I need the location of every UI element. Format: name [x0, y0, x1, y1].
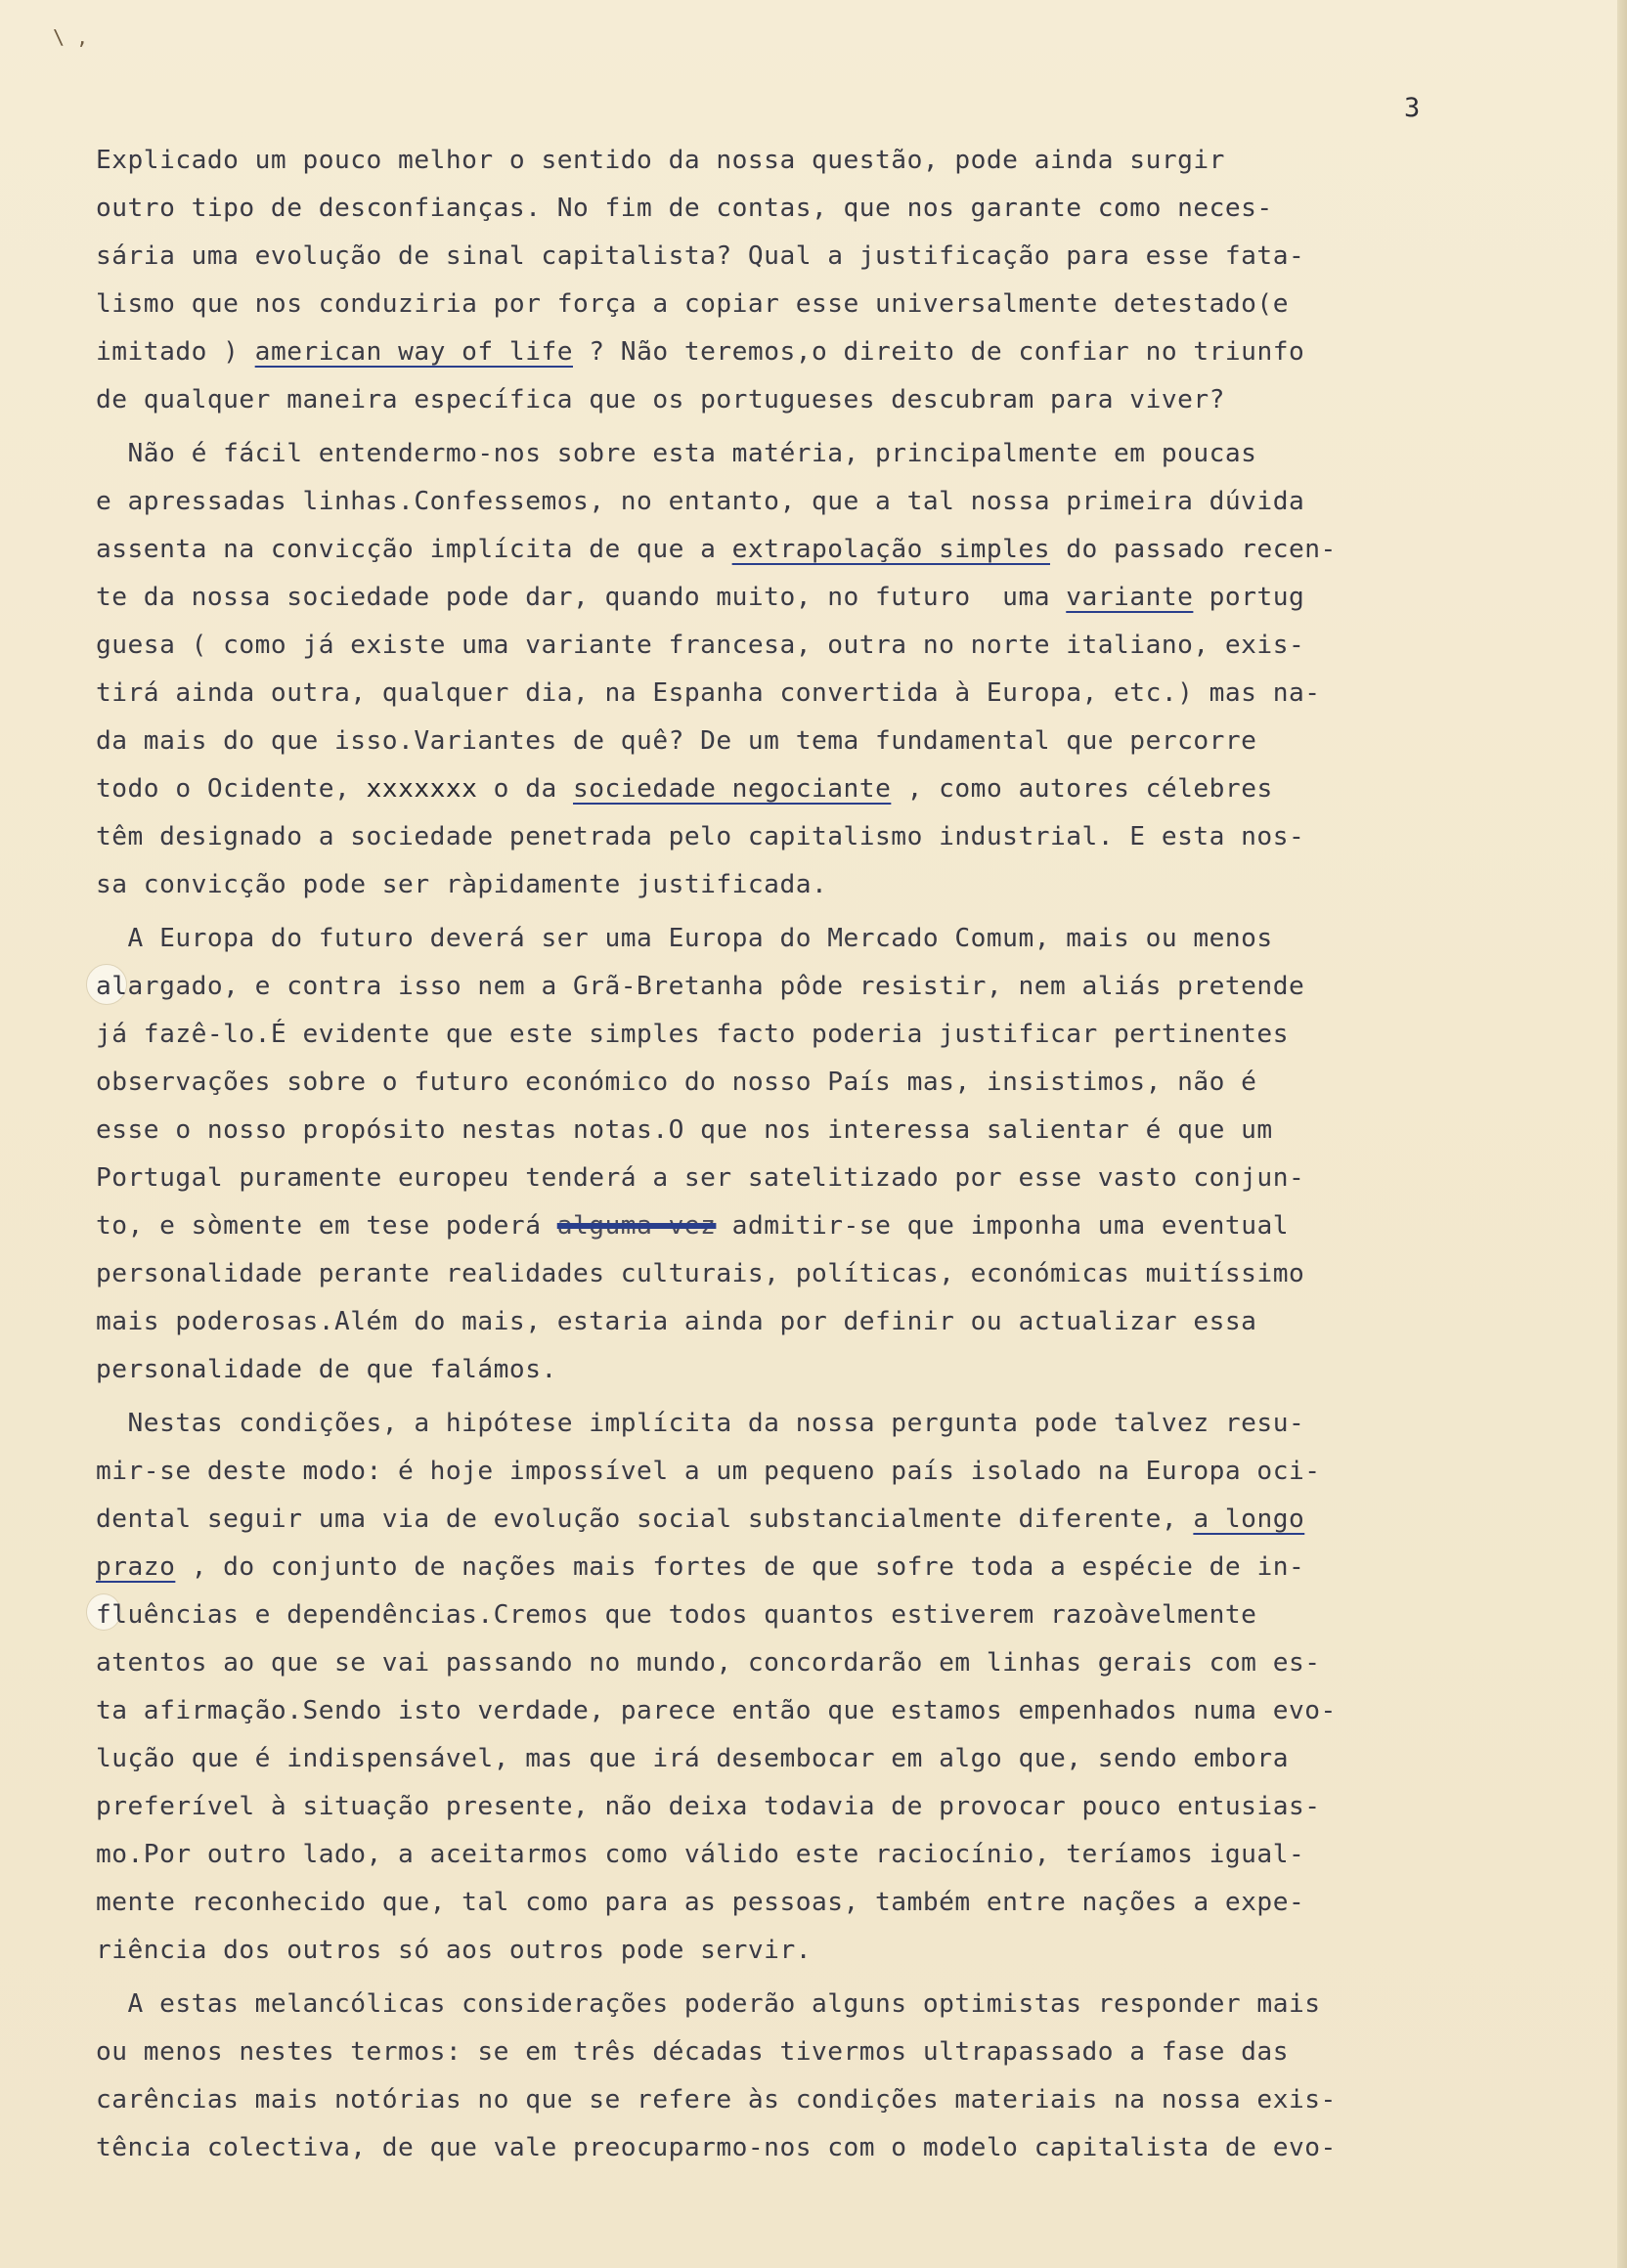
- text-line: [96, 478, 1592, 526]
- text-line: [96, 526, 1592, 574]
- paragraph: [96, 1400, 1592, 1975]
- text-segment: lismo que nos conduziria por força a copiar esse universalmente detestado(e: [96, 289, 1289, 319]
- underlined-phrase: sociedade negociante: [573, 774, 892, 804]
- corner-mark: \ ,: [53, 25, 89, 49]
- page-edge-shadow: [1617, 0, 1627, 2268]
- text-line: [96, 1639, 1592, 1687]
- underlined-phrase: a longo: [1193, 1505, 1305, 1534]
- underlined-phrase: extrapolação simples: [731, 535, 1050, 564]
- text-line: [96, 622, 1592, 670]
- text-segment: personalidade de que falámos.: [96, 1355, 557, 1384]
- text-line: [96, 1927, 1592, 1975]
- text-line: [96, 1783, 1592, 1831]
- text-line: [96, 1202, 1592, 1250]
- text-line: [96, 2028, 1592, 2076]
- text-line: [96, 137, 1592, 185]
- text-segment: A estas melancólicas considerações poderão alguns optimistas responder mais: [96, 1989, 1321, 2019]
- text-segment: mais poderosas.Além do mais, estaria ainda por definir ou actualizar essa: [96, 1307, 1257, 1336]
- text-line: [96, 1687, 1592, 1735]
- text-segment: de qualquer maneira específica que os portugueses descubram para viver?: [96, 385, 1225, 414]
- text-line: [96, 1155, 1592, 1202]
- text-line: [96, 1107, 1592, 1155]
- text-segment: ? Não teremos,o direito de confiar no triunfo: [573, 337, 1305, 367]
- text-segment: preferível à situação presente, não deixa todavia de provocar pouco entusias-: [96, 1792, 1321, 1821]
- text-line: [96, 574, 1592, 622]
- text-segment: mente reconhecido que, tal como para as pessoas, também entre nações a expe-: [96, 1888, 1305, 1917]
- text-segment: têm designado a sociedade penetrada pelo capitalismo industrial. E esta nos-: [96, 822, 1305, 851]
- text-line: [96, 328, 1592, 376]
- text-segment: já fazê-lo.É evidente que este simples facto poderia justificar pertinentes: [96, 1020, 1289, 1049]
- text-segment: o da: [477, 774, 574, 804]
- text-line: [96, 963, 1592, 1011]
- text-segment: da mais do que isso.Variantes de quê? De um tema fundamental que percorre: [96, 726, 1257, 756]
- text-segment: portug: [1193, 583, 1305, 612]
- text-segment: lução que é indispensável, mas que irá desembocar em algo que, sendo embora: [96, 1744, 1289, 1773]
- paragraph: [96, 430, 1592, 909]
- text-line: [96, 861, 1592, 909]
- text-line: [96, 670, 1592, 718]
- text-line: [96, 1592, 1592, 1639]
- paragraph: [96, 1981, 1592, 2172]
- underlined-phrase: variante: [1066, 583, 1194, 612]
- text-line: [96, 915, 1592, 963]
- text-segment: do passado recen-: [1049, 535, 1337, 564]
- text-segment: carências mais notórias no que se refere às condições materiais na nossa exis-: [96, 2085, 1337, 2115]
- text-segment: atentos ao que se vai passando no mundo, concordarão em linhas gerais com es-: [96, 1648, 1321, 1678]
- text-line: [96, 1400, 1592, 1448]
- text-line: [96, 1496, 1592, 1544]
- text-line: [96, 281, 1592, 328]
- text-segment: todo o Ocidente,: [96, 774, 367, 804]
- text-segment: to, e sòmente em tese poderá: [96, 1211, 557, 1241]
- typed-over-text: xxxxxxx: [366, 774, 478, 804]
- text-line: [96, 1831, 1592, 1879]
- text-segment: tirá ainda outra, qualquer dia, na Espanha convertida à Europa, etc.) mas na-: [96, 678, 1321, 708]
- text-segment: alargado, e contra isso nem a Grã-Bretanha pôde resistir, nem aliás pretende: [96, 972, 1305, 1001]
- text-segment: tência colectiva, de que vale preocuparmo-nos com o modelo capitalista de evo-: [96, 2133, 1337, 2162]
- text-segment: te da nossa sociedade pode dar, quando muito, no futuro uma: [96, 583, 1067, 612]
- text-line: [96, 1544, 1592, 1592]
- text-segment: ou menos nestes termos: se em três décadas tivermos ultrapassado a fase das: [96, 2037, 1289, 2067]
- text-segment: personalidade perante realidades culturais, políticas, económicas muitíssimo: [96, 1259, 1305, 1288]
- text-line: [96, 1011, 1592, 1059]
- text-segment: guesa ( como já existe uma variante francesa, outra no norte italiano, exis-: [96, 631, 1305, 660]
- text-segment: mo.Por outro lado, a aceitarmos como válido este raciocínio, teríamos igual-: [96, 1840, 1305, 1869]
- underlined-phrase: american way of life: [254, 337, 573, 367]
- text-segment: sária uma evolução de sinal capitalista? Qual a justificação para esse fata-: [96, 241, 1305, 271]
- text-segment: , como autores célebres: [891, 774, 1273, 804]
- text-segment: Nestas condições, a hipótese implícita da nossa pergunta pode talvez resu-: [96, 1409, 1305, 1438]
- text-segment: e apressadas linhas.Confessemos, no entanto, que a tal nossa primeira dúvida: [96, 487, 1305, 516]
- text-line: [96, 813, 1592, 861]
- text-line: [96, 185, 1592, 233]
- text-segment: fluências e dependências.Cremos que todos quantos estiverem razoàvelmente: [96, 1600, 1257, 1630]
- text-line: [96, 1250, 1592, 1298]
- text-line: [96, 1735, 1592, 1783]
- text-segment: riência dos outros só aos outros pode servir.: [96, 1936, 812, 1965]
- text-segment: Não é fácil entendermo-nos sobre esta matéria, principalmente em poucas: [96, 439, 1257, 468]
- text-line: [96, 1981, 1592, 2028]
- text-line: [96, 2124, 1592, 2172]
- text-segment: mir-se deste modo: é hoje impossível a um pequeno país isolado na Europa oci-: [96, 1457, 1321, 1486]
- text-line: [96, 718, 1592, 765]
- text-segment: outro tipo de desconfianças. No fim de contas, que nos garante como neces-: [96, 194, 1273, 223]
- underlined-phrase: prazo: [96, 1552, 176, 1582]
- paragraph: [96, 137, 1592, 424]
- text-line: [96, 1448, 1592, 1496]
- text-segment: assenta na convicção implícita de que a: [96, 535, 732, 564]
- body-text: [96, 137, 1592, 2172]
- text-line: [96, 430, 1592, 478]
- text-segment: esse o nosso propósito nestas notas.O que nos interessa salientar é que um: [96, 1115, 1273, 1145]
- text-line: [96, 233, 1592, 281]
- text-segment: , do conjunto de nações mais fortes de que sofre toda a espécie de in-: [175, 1552, 1305, 1582]
- text-segment: ta afirmação.Sendo isto verdade, parece então que estamos empenhados numa evo-: [96, 1696, 1337, 1725]
- text-line: [96, 1346, 1592, 1394]
- text-line: [96, 1298, 1592, 1346]
- text-line: [96, 2076, 1592, 2124]
- text-segment: imitado ): [96, 337, 255, 367]
- text-segment: admitir-se que imponha uma eventual: [716, 1211, 1289, 1241]
- struck-through-text: alguma vez: [556, 1211, 717, 1241]
- text-line: [96, 1879, 1592, 1927]
- paragraph: [96, 915, 1592, 1394]
- text-line: [96, 1059, 1592, 1107]
- text-line: [96, 376, 1592, 424]
- text-segment: A Europa do futuro deverá ser uma Europa do Mercado Comum, mais ou menos: [96, 924, 1273, 953]
- text-line: [96, 765, 1592, 813]
- text-segment: dental seguir uma via de evolução social substancialmente diferente,: [96, 1505, 1194, 1534]
- text-segment: observações sobre o futuro económico do nosso País mas, insistimos, não é: [96, 1068, 1257, 1097]
- text-segment: Explicado um pouco melhor o sentido da nossa questão, pode ainda surgir: [96, 146, 1225, 175]
- text-segment: Portugal puramente europeu tenderá a ser satelitizado por esse vasto conjun-: [96, 1163, 1305, 1193]
- page-number: 3: [1404, 93, 1421, 123]
- text-segment: sa convicção pode ser ràpidamente justificada.: [96, 870, 828, 899]
